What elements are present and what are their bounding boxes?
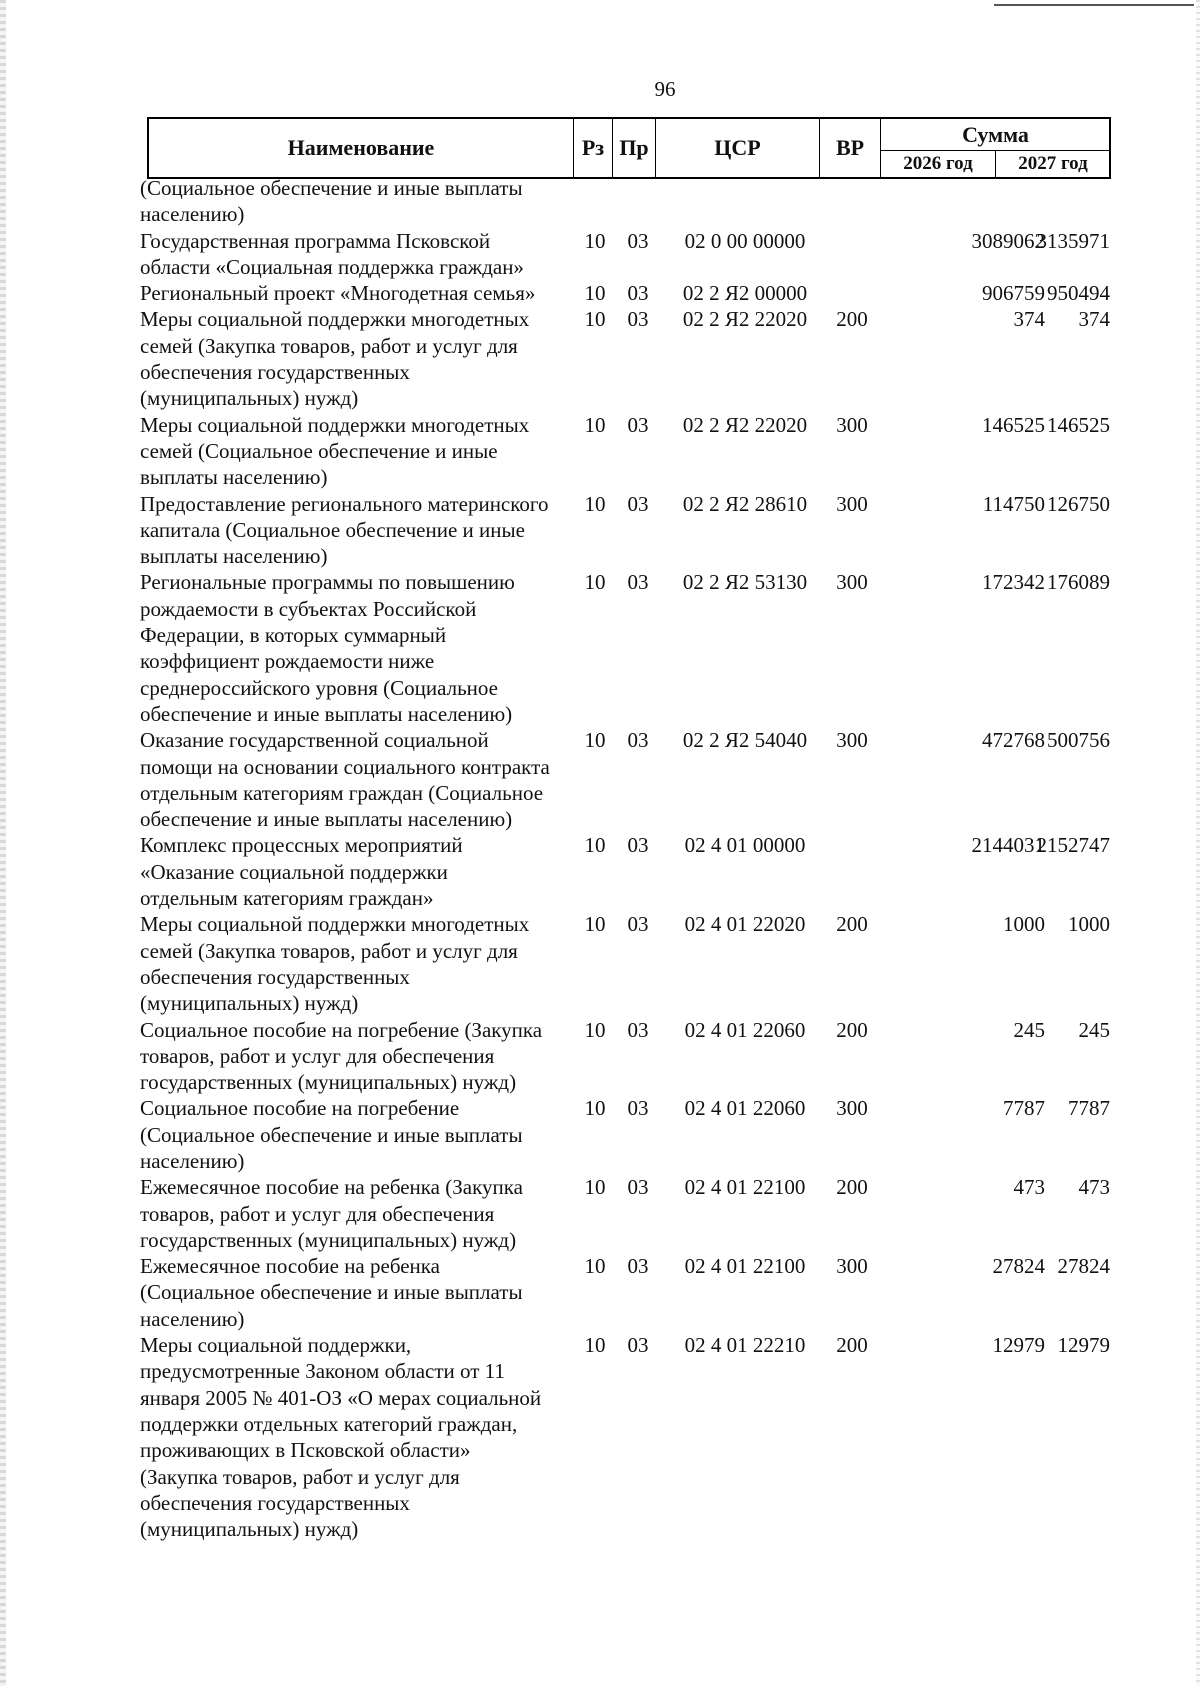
table-header <box>147 117 1111 179</box>
row-sum-2026: 374 <box>1013 307 1045 332</box>
row-rz: 10 <box>584 912 606 937</box>
row-sum-2026: 473 <box>1013 1175 1045 1200</box>
row-pr: 03 <box>627 912 649 937</box>
row-sum-2026: 146525 <box>982 412 1045 437</box>
row-sum-2027: 146525 <box>1047 412 1110 437</box>
row-vr: 300 <box>836 412 868 437</box>
row-pr: 03 <box>627 1175 649 1200</box>
row-sum-2026: 1000 <box>1003 912 1045 937</box>
row-csr: 02 2 Я2 53130 <box>682 570 808 595</box>
header-rz: Рз <box>581 135 605 160</box>
row-rz: 10 <box>584 1096 606 1121</box>
header-pr: Пр <box>619 135 649 160</box>
row-sum-2026: 472768 <box>982 728 1045 753</box>
row-csr: 02 2 Я2 54040 <box>682 728 808 753</box>
row-name: Региональный проект «Многодетная семья» <box>140 281 536 306</box>
row-rz: 10 <box>584 833 606 858</box>
table-row <box>140 1332 1115 1542</box>
table-row <box>140 1017 1115 1096</box>
header-year-2027: 2027 год <box>1018 152 1088 174</box>
row-sum-2027: 7787 <box>1068 1096 1110 1121</box>
table-row <box>140 412 1115 491</box>
row-pr: 03 <box>627 307 649 332</box>
row-name: Меры социальной поддержки многодетных семей (Закупка товаров, работ и услуг для обеспечения государственных (муниципальных) нужд) <box>140 912 530 1016</box>
row-rz: 10 <box>584 1254 606 1279</box>
table-row <box>140 911 1115 1016</box>
row-name: Социальное пособие на погребение (Социальное обеспечение и иные выплаты населению) <box>140 1096 523 1173</box>
row-sum-2027: 2152747 <box>1036 833 1110 858</box>
row-vr: 300 <box>836 728 868 753</box>
row-vr: 200 <box>836 912 868 937</box>
row-name: Региональные программы по повышению рождаемости в субъектах Российской Федерации, в которых суммарный коэффициент рождаемости ниже среднероссийского уровня (Социальное обеспечение и иные выплаты населению) <box>140 570 515 726</box>
row-sum-2027: 950494 <box>1047 281 1110 306</box>
row-pr: 03 <box>627 412 649 437</box>
row-sum-2027: 27824 <box>1057 1254 1110 1279</box>
row-csr: 02 4 01 22100 <box>684 1175 806 1200</box>
row-sum-2027: 374 <box>1078 307 1110 332</box>
row-pr: 03 <box>627 1017 649 1042</box>
corner-mark <box>994 4 1194 6</box>
row-pr: 03 <box>627 491 649 516</box>
row-csr: 02 2 Я2 28610 <box>682 491 808 516</box>
table-row <box>140 1095 1115 1174</box>
row-pr: 03 <box>627 728 649 753</box>
table-row <box>140 306 1115 411</box>
budget-table-body <box>140 175 1115 1542</box>
row-csr: 02 4 01 22210 <box>684 1333 806 1358</box>
table-row <box>140 569 1115 727</box>
row-vr: 300 <box>836 570 868 595</box>
row-name: Социальное пособие на погребение (Закупка товаров, работ и услуг для обеспечения государственных (муниципальных) нужд) <box>140 1017 543 1095</box>
row-name: Комплекс процессных мероприятий «Оказание социальной поддержки отдельным категориям граждан» <box>140 833 463 911</box>
row-sum-2027: 126750 <box>1047 491 1110 516</box>
row-vr: 300 <box>836 491 868 516</box>
row-rz: 10 <box>584 1333 606 1358</box>
row-name: Ежемесячное пособие на ребенка (Закупка товаров, работ и услуг для обеспечения государственных (муниципальных) нужд) <box>140 1175 523 1252</box>
row-sum-2026: 906759 <box>982 281 1045 306</box>
table-row <box>140 280 1115 306</box>
header-name: Наименование <box>287 135 435 160</box>
row-sum-2026: 3089062 <box>971 228 1045 253</box>
row-pr: 03 <box>627 833 649 858</box>
row-sum-2026: 114750 <box>982 491 1045 516</box>
table-row <box>140 228 1115 281</box>
row-sum-2026: 27824 <box>992 1254 1045 1279</box>
row-sum-2026: 2144031 <box>971 833 1045 858</box>
row-sum-2027: 12979 <box>1057 1333 1110 1358</box>
row-rz: 10 <box>584 228 606 253</box>
row-csr: 02 2 Я2 22020 <box>682 412 808 437</box>
row-sum-2027: 500756 <box>1047 728 1110 753</box>
header-csr: ЦСР <box>714 135 761 160</box>
row-vr: 200 <box>836 1333 868 1358</box>
header-vr: ВР <box>835 135 865 160</box>
row-rz: 10 <box>584 1175 606 1200</box>
row-csr: 02 4 01 00000 <box>684 833 806 858</box>
row-pr: 03 <box>627 1096 649 1121</box>
table-row <box>140 832 1115 911</box>
row-vr: 200 <box>836 1175 868 1200</box>
scan-edge-right <box>1196 0 1200 1686</box>
row-csr: 02 2 Я2 22020 <box>682 307 808 332</box>
row-vr: 200 <box>836 1017 868 1042</box>
table-row <box>140 1253 1115 1332</box>
table-row <box>140 491 1115 570</box>
row-csr: 02 0 00 00000 <box>684 228 806 253</box>
row-sum-2027: 1000 <box>1068 912 1110 937</box>
row-pr: 03 <box>627 1254 649 1279</box>
row-pr: 03 <box>627 228 649 253</box>
row-vr: 200 <box>836 307 868 332</box>
header-sum: Сумма <box>880 119 1111 151</box>
row-sum-2026: 245 <box>1013 1017 1045 1042</box>
row-pr: 03 <box>627 281 649 306</box>
row-csr: 02 2 Я2 00000 <box>682 281 808 306</box>
row-name: Предоставление регионального материнского капитала (Социальное обеспечение и иные выплаты населению) <box>140 491 549 569</box>
row-csr: 02 4 01 22060 <box>684 1017 806 1042</box>
row-sum-2026: 172342 <box>982 570 1045 595</box>
row-sum-2027: 473 <box>1078 1175 1110 1200</box>
page-number: 96 <box>654 77 676 101</box>
row-pr: 03 <box>627 1333 649 1358</box>
row-rz: 10 <box>584 412 606 437</box>
row-sum-2026: 12979 <box>992 1333 1045 1358</box>
header-year-2026: 2026 год <box>903 152 973 174</box>
row-name: Меры социальной поддержки многодетных семей (Закупка товаров, работ и услуг для обеспечения государственных (муниципальных) нужд) <box>140 307 530 411</box>
row-rz: 10 <box>584 1017 606 1042</box>
row-csr: 02 4 01 22020 <box>684 912 806 937</box>
row-name: (Социальное обеспечение и иные выплаты населению) <box>140 176 523 227</box>
table-row <box>140 727 1115 832</box>
row-sum-2027: 3135971 <box>1036 228 1110 253</box>
row-vr: 300 <box>836 1096 868 1121</box>
scan-edge-left <box>0 0 6 1686</box>
row-csr: 02 4 01 22100 <box>684 1254 806 1279</box>
row-name: Ежемесячное пособие на ребенка (Социальное обеспечение и иные выплаты населению) <box>140 1254 523 1331</box>
row-name: Оказание государственной социальной помощи на основании социального контракта отдельным категориям граждан (Социальное обеспечение и иные выплаты населению) <box>140 728 550 832</box>
row-name: Государственная программа Псковской области «Социальная поддержка граждан» <box>140 228 524 279</box>
table-row <box>140 1174 1115 1253</box>
row-rz: 10 <box>584 491 606 516</box>
row-rz: 10 <box>584 728 606 753</box>
row-name: Меры социальной поддержки, предусмотренные Законом области от 11 января 2005 № 401-ОЗ «О мерах социальной поддержки отдельных категорий граждан, проживающих в Псковской области» (Закупка товаров, работ и услуг для обеспечения государственных (муниципальных) нужд) <box>140 1333 542 1542</box>
row-rz: 10 <box>584 307 606 332</box>
row-vr: 300 <box>836 1254 868 1279</box>
row-sum-2027: 176089 <box>1047 570 1110 595</box>
row-name: Меры социальной поддержки многодетных семей (Социальное обеспечение и иные выплаты населению) <box>140 412 530 490</box>
row-csr: 02 4 01 22060 <box>684 1096 806 1121</box>
row-pr: 03 <box>627 570 649 595</box>
row-rz: 10 <box>584 570 606 595</box>
row-sum-2026: 7787 <box>1003 1096 1045 1121</box>
table-row <box>140 175 1115 228</box>
row-rz: 10 <box>584 281 606 306</box>
row-sum-2027: 245 <box>1078 1017 1110 1042</box>
